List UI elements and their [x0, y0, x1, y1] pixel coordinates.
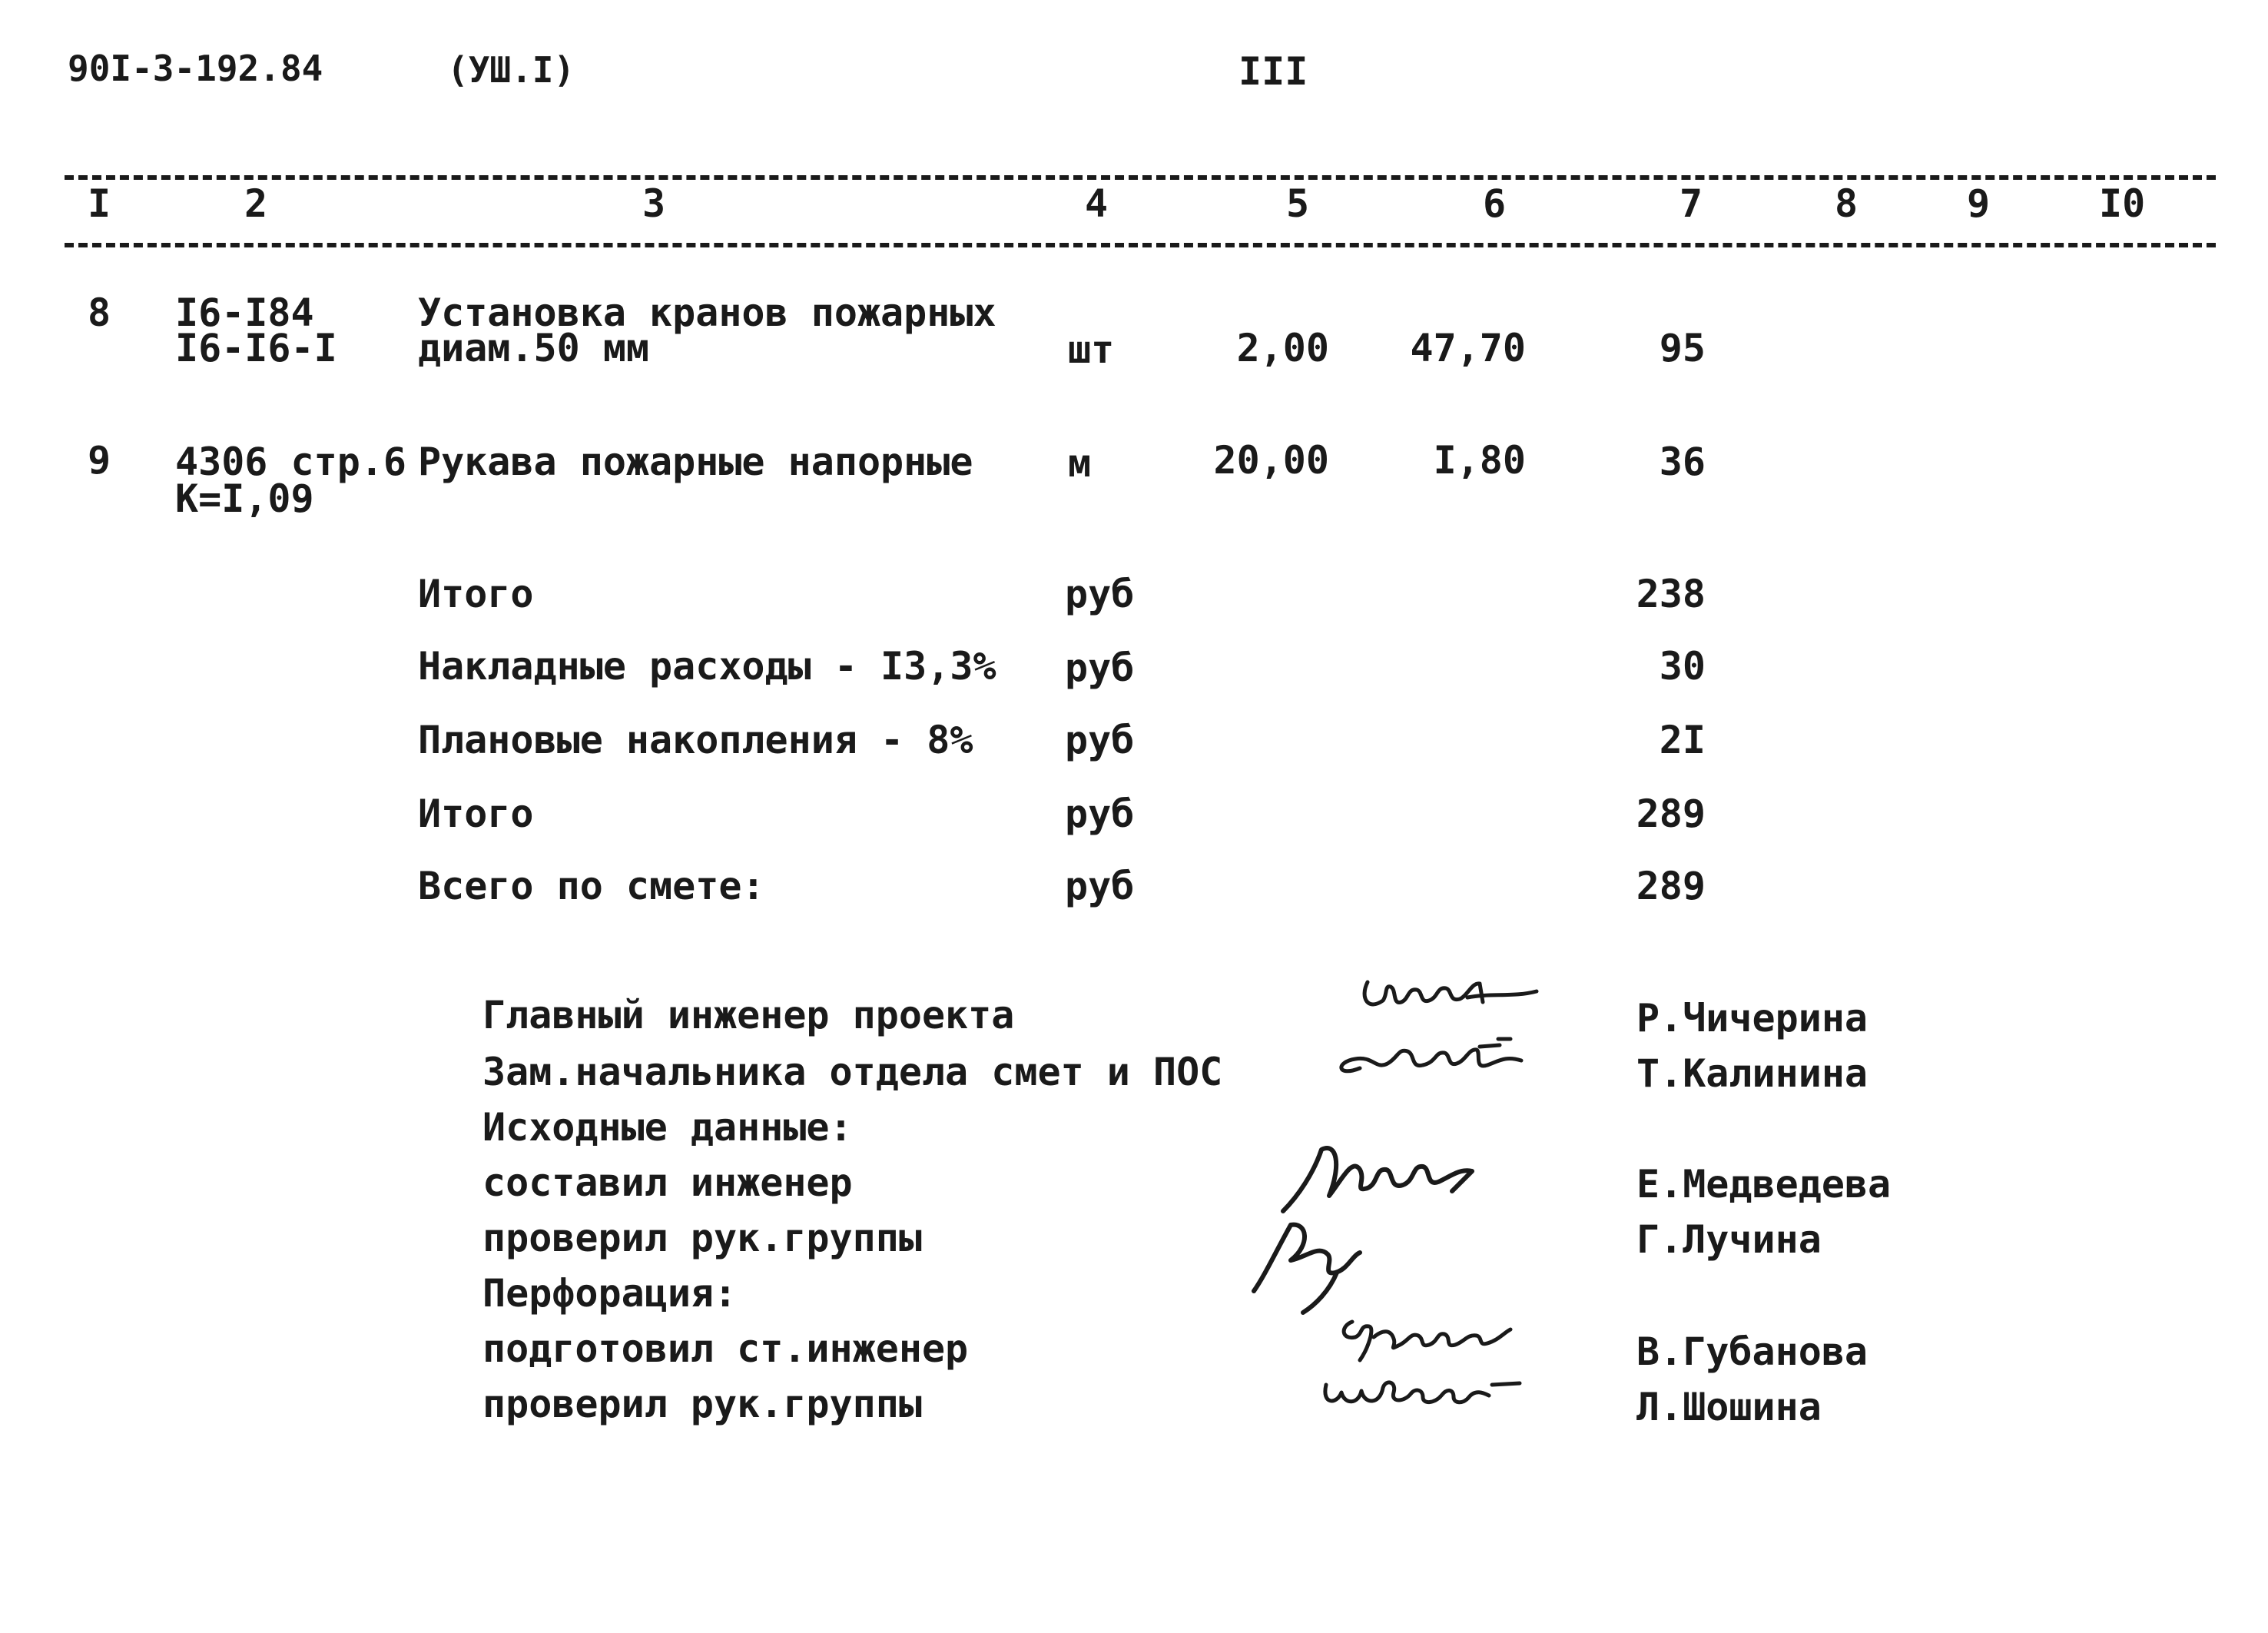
summary-total: 289: [1636, 792, 1706, 836]
col-header-7: 7: [1679, 181, 1703, 226]
row-total: 95: [1659, 326, 1706, 370]
summary-unit: руб: [1065, 718, 1135, 762]
signoff-role: проверил рук.группы: [482, 1216, 922, 1260]
row-unit: м: [1068, 441, 1092, 486]
col-header-2: 2: [244, 181, 268, 226]
signoff-name: В.Губанова: [1636, 1329, 1868, 1374]
row-name: Рукава пожарные напорные: [418, 440, 973, 484]
signature-image: [1311, 1362, 1541, 1423]
summary-label: Итого: [418, 572, 534, 616]
col-header-5: 5: [1286, 181, 1310, 226]
summary-label: Итого: [418, 792, 534, 836]
summary-unit: руб: [1065, 572, 1135, 616]
signoff-name: Л.Шошина: [1636, 1385, 1822, 1429]
signature-image: [1329, 1030, 1560, 1091]
row-name-continued: диам.50 мм: [418, 326, 650, 370]
signoff-role: Главный инженер проекта: [482, 993, 1015, 1037]
document-code: 90I-3-192.84: [68, 48, 323, 89]
row-unit-price: 47,70: [1410, 326, 1526, 370]
signoff-role: составил инженер: [482, 1160, 853, 1205]
row-unit: шт: [1068, 327, 1115, 372]
row-unit-price: I,80: [1433, 438, 1526, 483]
summary-total: 2I: [1659, 718, 1706, 762]
signoff-role: Зам.начальника отдела смет и ПОС: [482, 1050, 1223, 1094]
signoff-name: Р.Чичерина: [1636, 996, 1868, 1041]
row-code-secondary: I6-I6-I: [175, 326, 337, 370]
signoff-name: Г.Лучина: [1636, 1217, 1822, 1262]
row-number: 9: [88, 438, 111, 483]
row-code: I6-I84: [175, 290, 314, 335]
row-quantity: 20,00: [1213, 438, 1329, 483]
signoff-section-heading: Исходные данные:: [482, 1105, 853, 1150]
row-code-secondary: К=I,09: [175, 476, 314, 521]
signoff-name: Е.Медведева: [1636, 1162, 1892, 1206]
row-name: Установка кранов пожарных: [418, 290, 996, 335]
col-header-9: 9: [1967, 181, 1991, 226]
col-header-1: I: [88, 181, 111, 226]
signoff-name: Т.Калинина: [1636, 1051, 1868, 1096]
col-header-10: I0: [2099, 181, 2146, 226]
signoff-role: проверил рук.группы: [482, 1382, 922, 1426]
signoff-section-heading: Перфорация:: [482, 1271, 738, 1316]
col-header-4: 4: [1085, 181, 1109, 226]
signature-image: [1352, 967, 1552, 1028]
row-quantity: 2,00: [1236, 326, 1329, 370]
signoff-role: подготовил ст.инженер: [482, 1326, 969, 1371]
summary-total: 30: [1659, 644, 1706, 689]
album-ref: (УШ.I): [447, 49, 575, 91]
signature-image: [1329, 1306, 1529, 1368]
summary-total: 238: [1636, 572, 1706, 616]
table-top-rule: [65, 175, 2216, 180]
page-number: III: [1238, 49, 1308, 94]
row-code: 4306 стр.6: [175, 440, 407, 484]
col-header-6: 6: [1483, 181, 1507, 226]
summary-label: Плановые накопления - 8%: [418, 718, 973, 762]
row-number: 8: [88, 290, 111, 335]
summary-unit: руб: [1065, 864, 1135, 908]
summary-unit: руб: [1065, 646, 1135, 690]
row-total: 36: [1659, 440, 1706, 484]
summary-label: Накладные расходы - I3,3%: [418, 644, 996, 689]
summary-total: 289: [1636, 864, 1706, 908]
signature-image: [1268, 1127, 1514, 1226]
signature-image: [1245, 1214, 1398, 1322]
summary-unit: руб: [1065, 792, 1135, 836]
col-header-3: 3: [642, 181, 666, 226]
col-header-8: 8: [1835, 181, 1858, 226]
table-header-bottom-rule: [65, 243, 2216, 247]
summary-label: Всего по смете:: [418, 864, 765, 908]
